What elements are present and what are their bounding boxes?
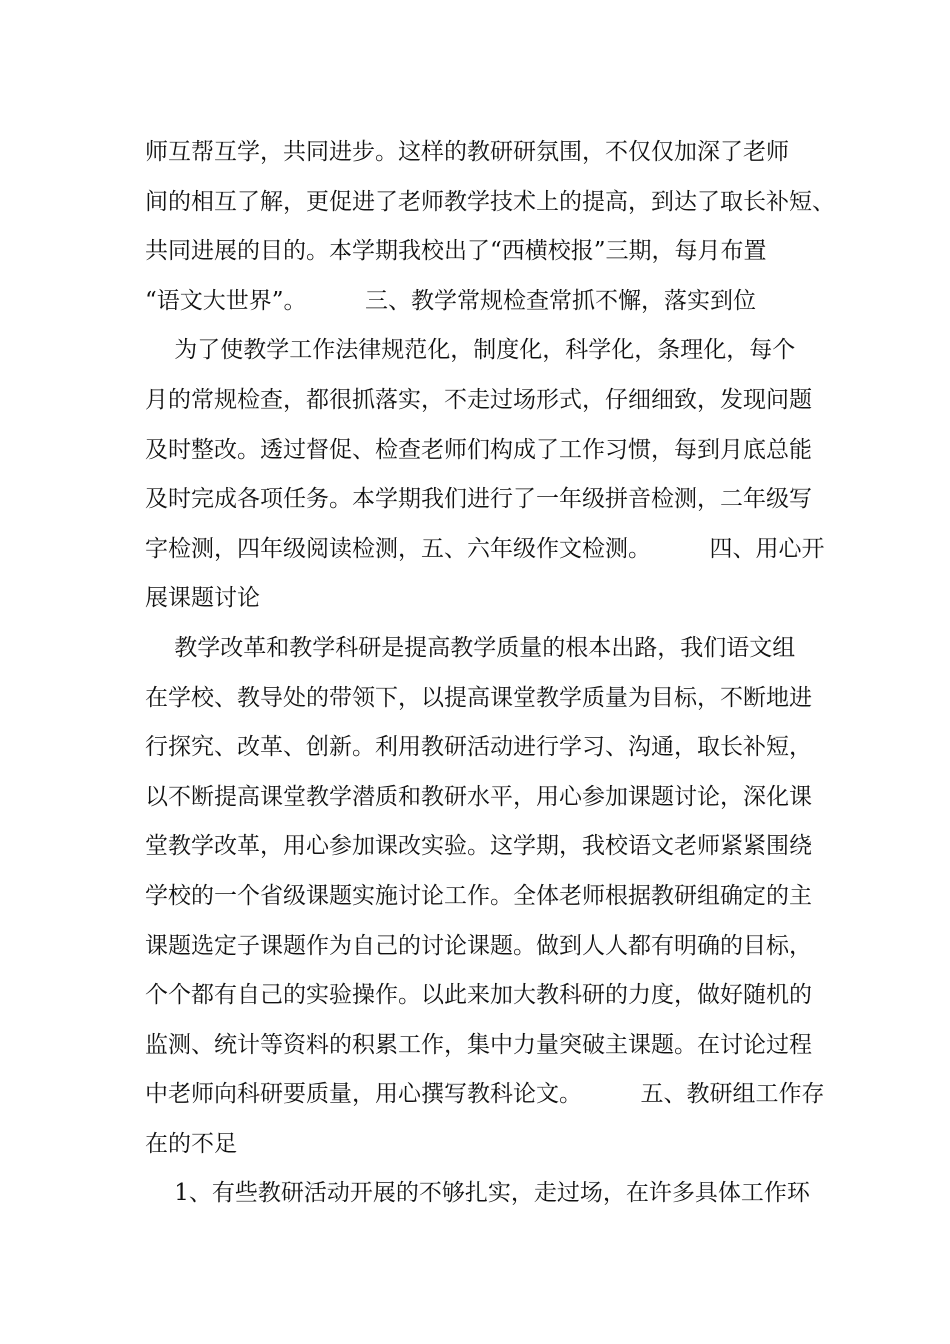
text-line: 字检测，四年级阅读检测，五、六年级作文检测。 四、用心开 [145,535,825,562]
text-line: 共同进展的目的。本学期我校出了“西横校报”三期，每月布置 [145,238,767,265]
text-line: 展课题讨论 [145,585,260,612]
text-line: 为了使教学工作法律规范化，制度化，科学化，条理化，每个 [145,337,796,364]
text-line: 课题选定子课题作为自己的讨论课题。做到人人都有明确的目标， [145,932,812,959]
text-line: 行探究、改革、创新。利用教研活动进行学习、沟通，取长补短， [145,734,812,761]
text-line: 及时整改。透过督促、检查老师们构成了工作习惯，每到月底总能 [145,436,812,463]
text-line: 堂教学改革，用心参加课改实验。这学期，我校语文老师紧紧围绕 [145,833,812,860]
text-line: 在学校、教导处的带领下，以提高课堂教学质量为目标，不断地进 [145,684,812,711]
document-body [145,128,835,1219]
text-line: 中老师向科研要质量，用心撰写教科论文。 五、教研组工作存 [145,1081,825,1108]
text-line: 1、有些教研活动开展的不够扎实，走过场，在许多具体工作环 [145,1180,810,1207]
text-line: 监测、统计等资料的积累工作，集中力量突破主课题。在讨论过程 [145,1031,812,1058]
text-line: 及时完成各项任务。本学期我们进行了一年级拼音检测，二年级写 [145,486,812,513]
text-line: 学校的一个省级课题实施讨论工作。全体老师根据教研组确定的主 [145,882,812,909]
text-line: 月的常规检查，都很抓落实，不走过场形式，仔细细致，发现问题 [145,386,812,413]
text-line: 个个都有自己的实验操作。以此来加大教科研的力度，做好随机的 [145,982,812,1009]
text-line: 教学改革和教学科研是提高教学质量的根本出路，我们语文组 [145,634,796,661]
text-line: 在的不足 [145,1130,237,1157]
text-line: 师互帮互学，共同进步。这样的教研研氛围，不仅仅加深了老师 [145,139,789,165]
text-line: 间的相互了解，更促进了老师教学技术上的提高，到达了取长补短、 [145,188,835,215]
text-line: 以不断提高课堂教学潜质和教研水平，用心参加课题讨论，深化课 [145,783,812,810]
text-line: “语文大世界”。 三、教学常规检查常抓不懈，落实到位 [145,287,757,314]
